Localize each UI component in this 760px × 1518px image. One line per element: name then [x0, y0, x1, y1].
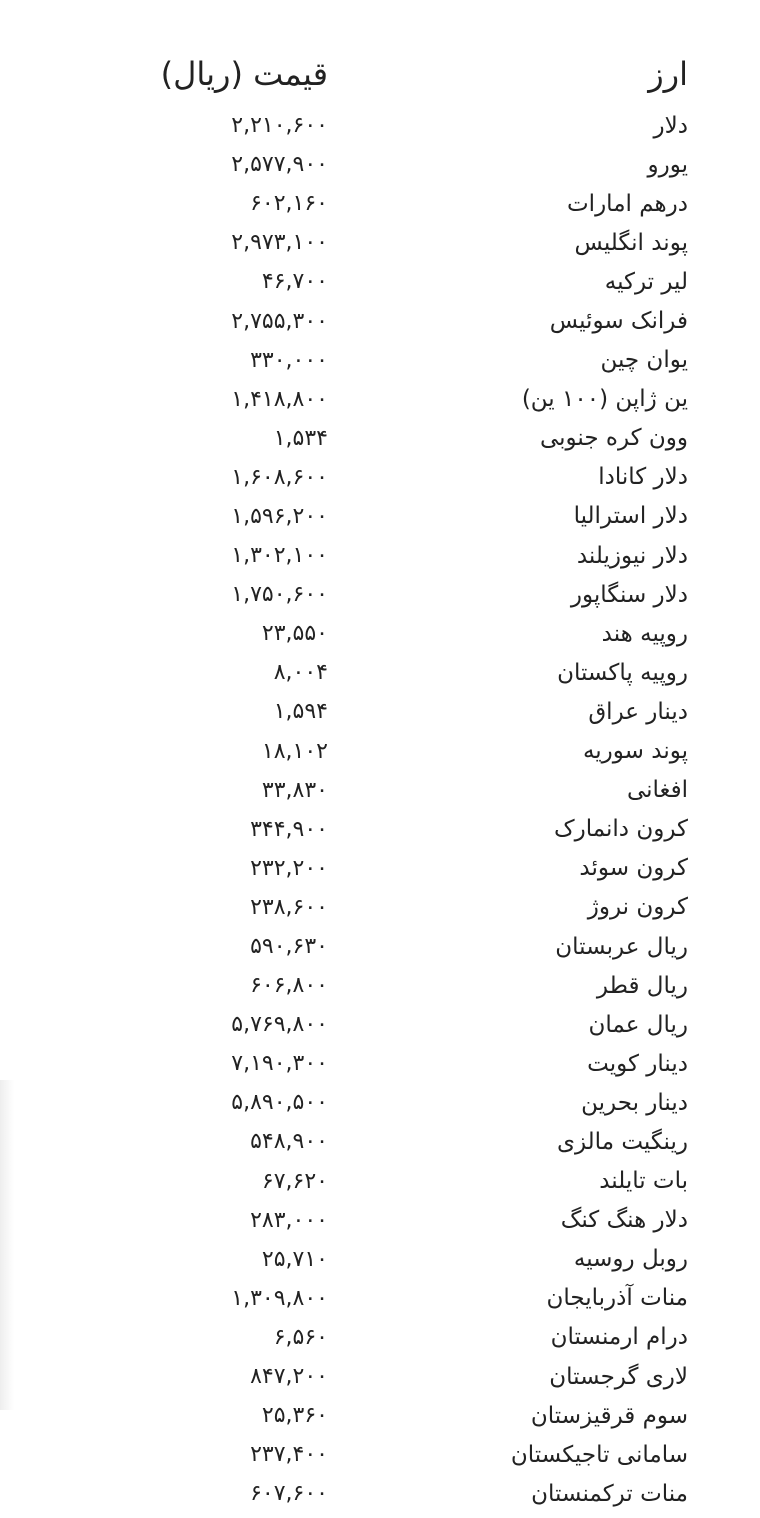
table-row [0, 1162, 760, 1201]
currency-name: منات ترکمنستان [531, 1480, 688, 1507]
currency-name: درهم امارات [567, 190, 688, 217]
currency-name: دلار هنگ کنگ [560, 1207, 688, 1234]
currency-name: روپیه هند [601, 620, 688, 647]
currency-price: ۶,۵۶۰ [273, 1324, 328, 1350]
currency-name: دینار بحرین [581, 1089, 688, 1116]
currency-name: لیر ترکیه [604, 268, 688, 295]
currency-name: بات تایلند [599, 1168, 688, 1195]
currency-name: سوم قرقیزستان [530, 1402, 688, 1429]
table-row [0, 732, 760, 771]
currency-column-header: ارز [648, 55, 688, 93]
table-row [0, 849, 760, 888]
currency-name: پوند انگلیس [574, 229, 688, 256]
table-row [0, 1201, 760, 1240]
currency-name: افغانی [626, 777, 688, 804]
currency-price: ۲۵,۳۶۰ [261, 1403, 328, 1429]
currency-name: دلار [653, 112, 688, 139]
currency-price: ۱,۶۰۸,۶۰۰ [231, 464, 328, 490]
table-row [0, 184, 760, 223]
currency-price: ۱,۳۰۹,۸۰۰ [231, 1285, 328, 1311]
currency-name: سامانی تاجیکستان [510, 1441, 688, 1468]
currency-price: ۱,۵۹۶,۲۰۰ [231, 503, 328, 529]
currency-price: ۵۹۰,۶۳۰ [250, 934, 328, 960]
table-row [0, 771, 760, 810]
currency-price: ۲۵,۷۱۰ [261, 1246, 328, 1272]
currency-name: کرون دانمارک [554, 816, 688, 843]
currency-price: ۳۳,۸۳۰ [261, 777, 328, 803]
currency-price: ۴۶,۷۰۰ [261, 269, 328, 295]
currency-name: ریال عمان [588, 1011, 688, 1038]
table-row [0, 614, 760, 653]
currency-name: رینگیت مالزی [556, 1128, 688, 1155]
currency-price: ۶۰۶,۸۰۰ [250, 973, 328, 999]
currency-name: روپیه پاکستان [557, 659, 688, 686]
currency-price: ۲۳,۵۵۰ [261, 621, 328, 647]
table-row [0, 888, 760, 927]
table-row [0, 1240, 760, 1279]
currency-price: ۲۳۸,۶۰۰ [250, 894, 328, 920]
table-body [0, 106, 760, 1513]
table-row [0, 653, 760, 692]
currency-price: ۱,۷۵۰,۶۰۰ [231, 582, 328, 608]
currency-name: کرون سوئد [579, 855, 688, 882]
currency-name: دلار سنگاپور [570, 581, 688, 608]
table-row [0, 927, 760, 966]
table-row [0, 536, 760, 575]
currency-name: دلار استرالیا [573, 503, 688, 530]
currency-name: ین ژاپن (۱۰۰ ین) [521, 386, 688, 413]
currency-price: ۳۳۰,۰۰۰ [250, 347, 328, 373]
currency-price: ۲۳۷,۴۰۰ [250, 1442, 328, 1468]
table-row [0, 497, 760, 536]
currency-name: درام ارمنستان [550, 1324, 688, 1351]
currency-name: روبل روسیه [573, 1246, 688, 1273]
currency-price: ۳۴۴,۹۰۰ [250, 816, 328, 842]
table-row [0, 1396, 760, 1435]
currency-price: ۶۰۷,۶۰۰ [250, 1481, 328, 1507]
currency-name: ریال قطر [596, 972, 688, 999]
table-row [0, 1005, 760, 1044]
currency-rate-table [0, 48, 760, 1513]
currency-price: ۱۸,۱۰۲ [261, 738, 328, 764]
currency-price: ۲,۷۵۵,۳۰۰ [231, 308, 328, 334]
table-row [0, 458, 760, 497]
table-row [0, 966, 760, 1005]
currency-name: لاری گرجستان [549, 1363, 688, 1390]
table-row [0, 380, 760, 419]
table-row [0, 575, 760, 614]
currency-name: وون کره جنوبی [539, 425, 688, 452]
currency-name: فرانک سوئیس [549, 308, 688, 335]
table-row [0, 1122, 760, 1161]
currency-name: یورو [647, 151, 688, 178]
currency-price: ۲,۵۷۷,۹۰۰ [231, 152, 328, 178]
currency-price: ۸۴۷,۲۰۰ [250, 1364, 328, 1390]
table-row [0, 419, 760, 458]
currency-price: ۸,۰۰۴ [273, 660, 328, 686]
table-row [0, 301, 760, 340]
currency-name: دلار کانادا [598, 464, 688, 491]
table-row [0, 810, 760, 849]
currency-price: ۱,۵۳۴ [273, 425, 328, 451]
currency-price: ۵۴۸,۹۰۰ [250, 1129, 328, 1155]
currency-name: کرون نروژ [587, 894, 688, 921]
table-row [0, 106, 760, 145]
currency-price: ۱,۵۹۴ [273, 699, 328, 725]
currency-price: ۱,۳۰۲,۱۰۰ [231, 543, 328, 569]
currency-price: ۵,۷۶۹,۸۰۰ [231, 1012, 328, 1038]
currency-price: ۱,۴۱۸,۸۰۰ [231, 386, 328, 412]
currency-price: ۵,۸۹۰,۵۰۰ [231, 1090, 328, 1116]
table-row [0, 1279, 760, 1318]
table-row [0, 692, 760, 731]
table-row [0, 1474, 760, 1513]
currency-name: دلار نیوزیلند [576, 542, 688, 569]
currency-price: ۶۷,۶۲۰ [261, 1168, 328, 1194]
table-row [0, 145, 760, 184]
currency-price: ۶۰۲,۱۶۰ [250, 191, 328, 217]
currency-price: ۷,۱۹۰,۳۰۰ [231, 1051, 328, 1077]
currency-price: ۲,۲۱۰,۶۰۰ [231, 113, 328, 139]
table-header [0, 48, 760, 100]
table-row [0, 1318, 760, 1357]
table-row [0, 1044, 760, 1083]
currency-name: دینار کویت [587, 1050, 688, 1077]
currency-price: ۲۳۲,۲۰۰ [250, 855, 328, 881]
table-row [0, 223, 760, 262]
price-column-header: قیمت (ریال) [160, 55, 328, 93]
table-row [0, 1083, 760, 1122]
table-row [0, 262, 760, 301]
currency-price: ۲۸۳,۰۰۰ [250, 1207, 328, 1233]
currency-name: دینار عراق [588, 698, 688, 725]
currency-name: یوان چین [600, 347, 688, 374]
table-row [0, 341, 760, 380]
table-row [0, 1435, 760, 1474]
table-row [0, 1357, 760, 1396]
currency-name: ریال عربستان [555, 933, 688, 960]
currency-price: ۲,۹۷۳,۱۰۰ [231, 230, 328, 256]
currency-name: منات آذربایجان [546, 1285, 688, 1312]
currency-name: پوند سوریه [582, 738, 688, 765]
